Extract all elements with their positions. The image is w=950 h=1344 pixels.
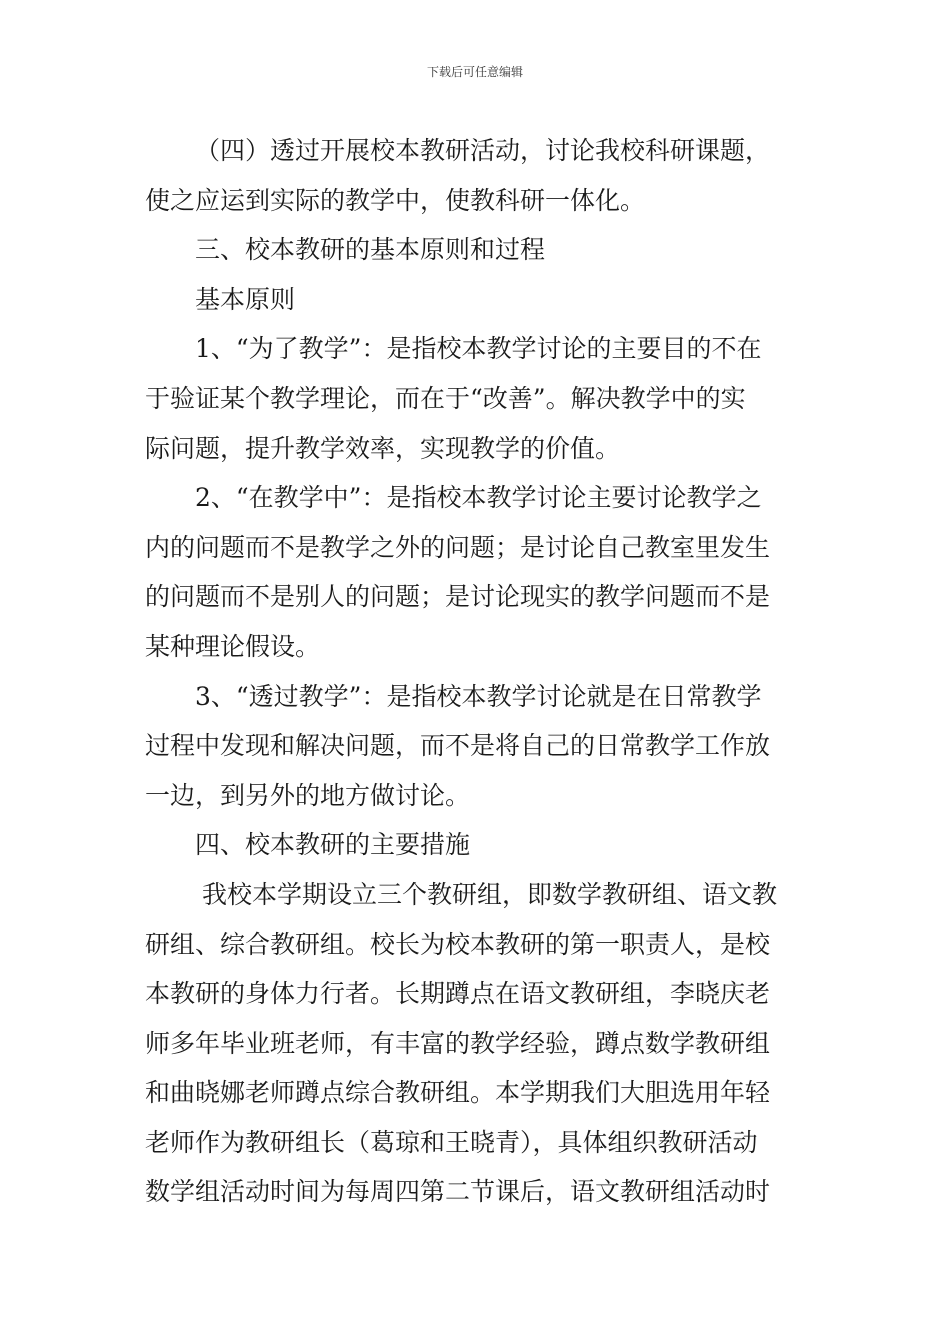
principle-two xyxy=(145,473,810,671)
text-line: 过程中发现和解决问题，而不是将自己的日常教学工作放 xyxy=(145,731,771,761)
text-line: 2、“在教学中”：是指校本教学讨论主要讨论教学之 xyxy=(195,483,762,513)
subheading-basic-principles xyxy=(145,275,810,325)
text-line: 师多年毕业班老师，有丰富的教学经验，蹲点数学教研组 xyxy=(145,1028,771,1058)
text-line: 1、“为了教学”：是指校本教学讨论的主要目的不在 xyxy=(195,334,762,364)
section-heading-principles xyxy=(145,225,810,275)
text-line: 我校本学期设立三个教研组，即数学教研组、语文教 xyxy=(202,879,778,909)
text-line: 四、校本教研的主要措施 xyxy=(195,830,471,860)
text-line: 一边，到另外的地方做讨论。 xyxy=(145,780,471,810)
paragraph-four-research xyxy=(145,126,810,225)
text-line: 使之应运到实际的教学中，使教科研一体化。 xyxy=(145,185,646,215)
paragraph-measures xyxy=(145,870,810,1217)
text-line: （四）透过开展校本教研活动，讨论我校科研课题， xyxy=(195,136,771,165)
text-line: 内的问题而不是教学之外的问题；是讨论自己教室里发生 xyxy=(145,532,771,562)
text-line: 三、校本教研的基本原则和过程 xyxy=(195,235,546,265)
document-body xyxy=(145,126,810,1217)
text-line: 老师作为教研组长（葛琼和王晓青），具体组织教研活动 xyxy=(145,1127,758,1157)
text-line: 际问题，提升教学效率，实现教学的价值。 xyxy=(145,433,621,463)
text-line: 本教研的身体力行者。长期蹲点在语文教研组，李晓庆老 xyxy=(145,979,771,1009)
text-line: 和曲晓娜老师蹲点综合教研组。本学期我们大胆选用年轻 xyxy=(145,1078,771,1108)
text-line: 数学组活动时间为每周四第二节课后，语文教研组活动时 xyxy=(145,1177,771,1207)
text-line: 于验证某个教学理论，而在于“改善”。解决教学中的实 xyxy=(145,383,746,413)
text-line: 某种理论假设。 xyxy=(145,631,321,661)
principle-one xyxy=(145,324,810,473)
text-line: 研组、综合教研组。校长为校本教研的第一职责人，是校 xyxy=(145,929,771,959)
page-header-note: 下载后可任意编辑 xyxy=(426,65,523,79)
text-line: 3、“透过教学”：是指校本教学讨论就是在日常教学 xyxy=(195,681,762,711)
principle-three xyxy=(145,672,810,821)
text-line: 的问题而不是别人的问题；是讨论现实的教学问题而不是 xyxy=(145,582,771,612)
section-heading-measures xyxy=(145,820,810,870)
text-line: 基本原则 xyxy=(195,284,296,314)
